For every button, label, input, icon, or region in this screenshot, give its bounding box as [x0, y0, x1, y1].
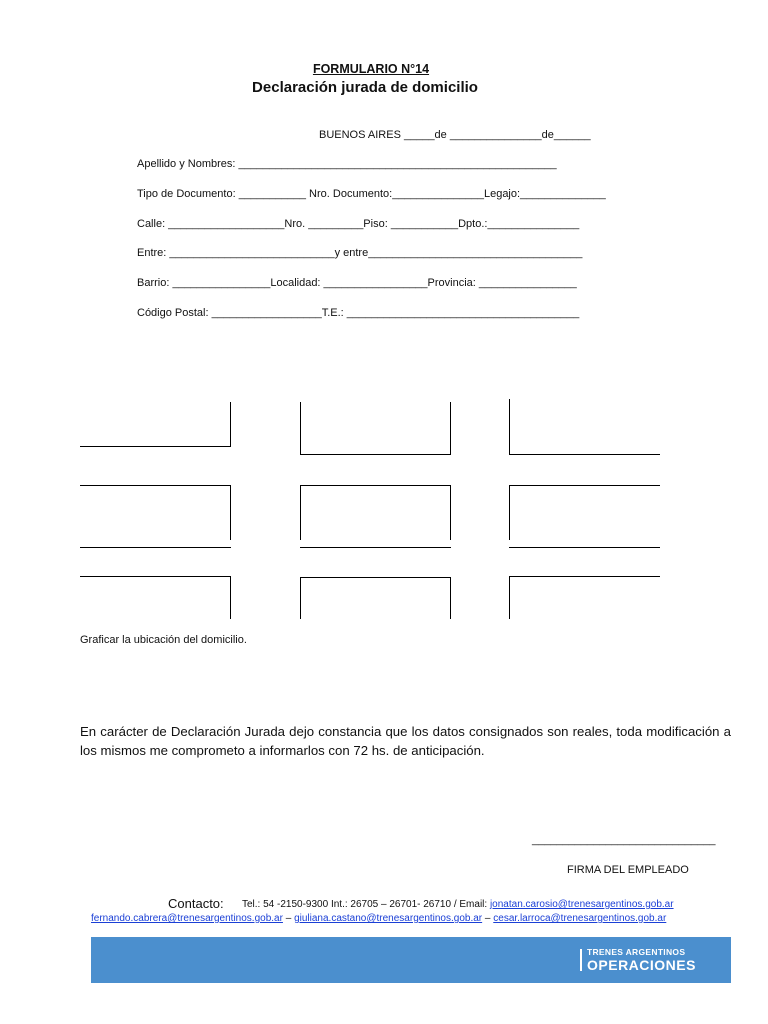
map-line — [230, 485, 231, 540]
map-line — [300, 485, 301, 540]
email-separator: – — [482, 913, 494, 924]
map-line — [509, 485, 510, 540]
email-link-cesar[interactable]: cesar.larroca@trenesargentinos.gob.ar — [493, 913, 667, 924]
map-line — [230, 402, 231, 446]
signature-line: ______________________________ — [532, 834, 716, 846]
postal-code-field: Código Postal: __________________T.E.: ______________________________________ — [137, 307, 580, 319]
between-streets-field: Entre: ___________________________y entre___________________________________ — [137, 247, 583, 259]
footer-bar — [91, 937, 731, 983]
email-separator: – — [282, 913, 295, 924]
date-line-field: BUENOS AIRES _____de _______________de______ — [319, 129, 591, 141]
map-caption: Graficar la ubicación del domicilio. — [80, 634, 247, 646]
declaration-text: En carácter de Declaración Jurada dejo constancia que los datos consignados son reales, toda modificación a los mismos me comprometo a informarlos con 72 hs. de anticipación. — [80, 724, 731, 758]
map-line — [300, 402, 301, 454]
map-line — [300, 454, 451, 455]
name-field: Apellido y Nombres: ____________________________________________________ — [137, 158, 557, 170]
map-line — [300, 485, 451, 486]
map-line — [300, 577, 301, 619]
map-line — [509, 547, 660, 548]
document-field: Tipo de Documento: ___________ Nro. Documento:_______________Legajo:______________ — [137, 188, 606, 200]
map-line — [80, 446, 231, 447]
map-line — [509, 485, 660, 486]
contact-info — [242, 899, 674, 910]
map-line — [509, 576, 660, 577]
contact-emails — [91, 913, 666, 924]
map-line — [300, 577, 451, 578]
page-title: Declaración jurada de domicilio — [252, 79, 478, 96]
map-line — [450, 485, 451, 540]
brand-name-bottom: OPERACIONES — [587, 957, 696, 973]
map-line — [80, 576, 231, 577]
map-line — [450, 577, 451, 619]
map-line — [230, 576, 231, 619]
contact-label: Contacto: — [168, 896, 224, 911]
neighborhood-field: Barrio: ________________Localidad: _________________Provincia: ________________ — [137, 277, 577, 289]
email-link-giuliana[interactable]: giuliana.castano@trenesargentinos.gob.ar — [294, 913, 483, 924]
signature-label: FIRMA DEL EMPLEADO — [567, 864, 689, 876]
brand-divider — [580, 949, 582, 971]
form-number: FORMULARIO N°14 — [312, 62, 430, 76]
email-link-jonatan[interactable]: jonatan.carosio@trenesargentinos.gob.ar — [489, 899, 674, 910]
map-line — [80, 485, 231, 486]
map-line — [509, 454, 660, 455]
brand-name-top: TRENES ARGENTINOS — [587, 947, 686, 957]
email-link-fernando[interactable]: fernando.cabrera@trenesargentinos.gob.ar — [91, 913, 283, 924]
map-line — [509, 576, 510, 619]
map-line — [509, 399, 510, 454]
street-field: Calle: ___________________Nro. _________Piso: ___________Dpto.:_______________ — [137, 218, 580, 230]
map-line — [80, 547, 231, 548]
map-line — [300, 547, 451, 548]
contact-phone-text: Tel.: 54 -2150-9300 Int.: 26705 – 26701- 26710 / Email: — [242, 899, 490, 910]
map-line — [450, 402, 451, 454]
